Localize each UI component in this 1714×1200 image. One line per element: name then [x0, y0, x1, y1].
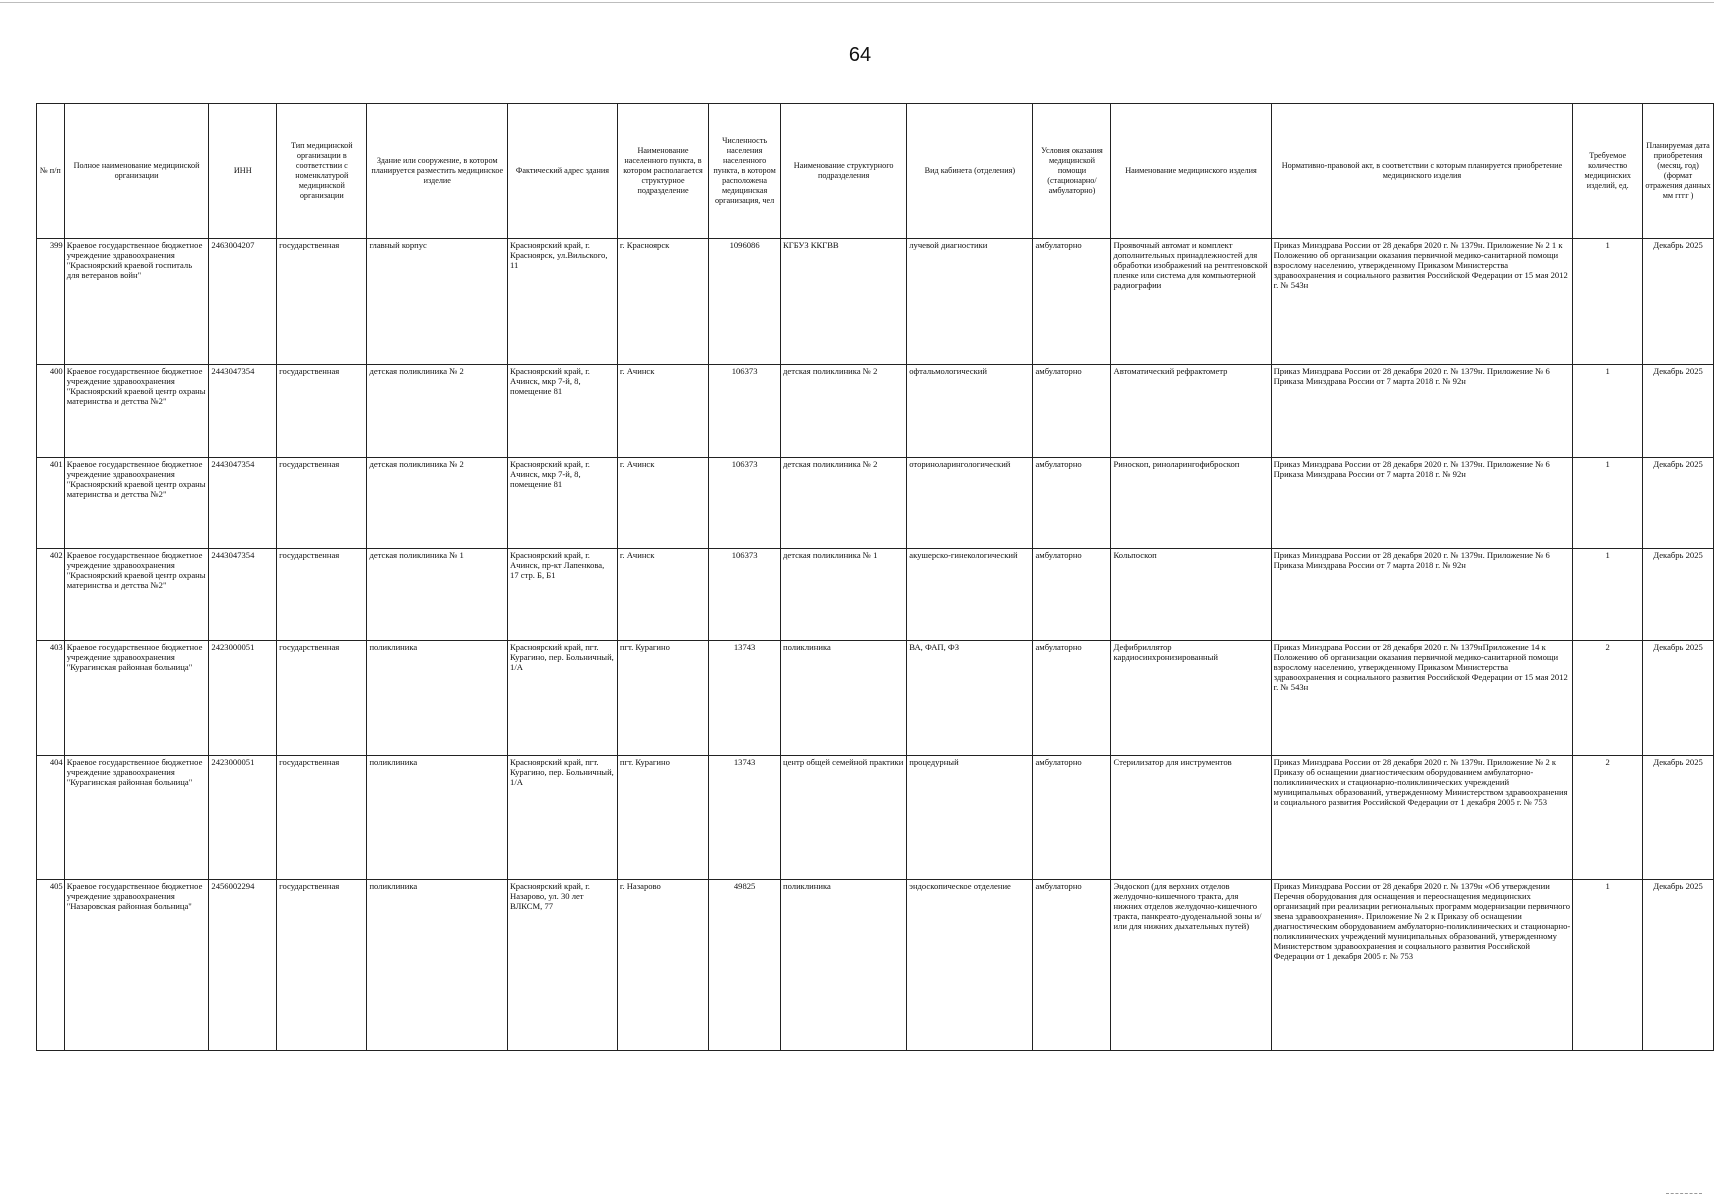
locality-cell: г. Красноярск	[617, 239, 708, 365]
header-cell: Наименование населенного пункта, в котором располагается структурное подразделение	[617, 104, 708, 239]
conditions-cell: амбулаторно	[1033, 641, 1111, 756]
unit-cell: поликлиника	[781, 641, 907, 756]
table-row	[37, 239, 1714, 365]
cabinet-cell: акушерско-гинекологический	[907, 549, 1033, 641]
unit-cell: КГБУЗ ККГВВ	[781, 239, 907, 365]
header-cell: Требуемое количество медицинских изделий, ед.	[1573, 104, 1643, 239]
address-cell: Красноярский край, пгт. Курагино, пер. Больничный, 1/А	[508, 756, 618, 880]
building-cell: детская поликлиника № 2	[367, 458, 508, 549]
quantity-cell: 1	[1573, 458, 1643, 549]
equipment-table	[36, 103, 1714, 1051]
legal-act-cell: Приказ Минздрава России от 28 декабря 2020 г. № 1379нПриложение 14 к Положению об организации оказания первичной медико-санитарной помощи взрослому населению, утвержденному Приказом Министерства здравоохранения и социального развития Российской Федерации от 15 мая 2012 г. № 543н	[1271, 641, 1573, 756]
conditions-cell: амбулаторно	[1033, 549, 1111, 641]
inn-cell: 2443047354	[209, 458, 277, 549]
device-cell: Эндоскоп (для верхних отделов желудочно-кишечного тракта, для нижних отделов желудочно-кишечного тракта, панкреато-дуоденальной зоны и/или для нижних дыхательных путей)	[1111, 880, 1271, 1051]
header-cell: Планируемая дата приобретения (месяц, год) (формат отражения данных мм гггг )	[1643, 104, 1714, 239]
address-cell: Красноярский край, г. Назарово, ул. 30 лет ВЛКСМ, 77	[508, 880, 618, 1051]
org-type-cell: государственная	[277, 365, 367, 458]
building-cell: детская поликлиника № 1	[367, 549, 508, 641]
legal-act-cell: Приказ Минздрава России от 28 декабря 2020 г. № 1379н. Приложение № 6 Приказа Минздрава России от 7 марта 2018 г. № 92н	[1271, 458, 1573, 549]
address-cell: Красноярский край, г. Ачинск, мкр 7-й, 8, помещение 81	[508, 365, 618, 458]
legal-act-cell: Приказ Минздрава России от 28 декабря 2020 г. № 1379н. Приложение № 2 к Приказу об оснащении диагностическим оборудованием амбулаторно-поликлинических и стационарно-поликлинических учреждений муниципальных образований, утвержденному Министерством здравоохранения и социального развития Российской Федерации от 1 декабря 2005 г. № 753	[1271, 756, 1573, 880]
inn-cell: 2443047354	[209, 365, 277, 458]
org-type-cell: государственная	[277, 756, 367, 880]
organization-cell: Краевое государственное бюджетное учреждение здравоохранения "Красноярский краевой госпиталь для ветеранов войн"	[64, 239, 209, 365]
unit-cell: детская поликлиника № 2	[781, 458, 907, 549]
organization-cell: Краевое государственное бюджетное учреждение здравоохранения "Назаровская районная больница"	[64, 880, 209, 1051]
header-cell: Тип медицинской организации в соответствии с номенклатурой медицинской организации	[277, 104, 367, 239]
inn-cell: 2423000051	[209, 756, 277, 880]
row-number-cell: 404	[37, 756, 65, 880]
unit-cell: поликлиника	[781, 880, 907, 1051]
page-number: 64	[848, 44, 872, 66]
building-cell: поликлиника	[367, 880, 508, 1051]
cabinet-cell: ВА, ФАП, ФЗ	[907, 641, 1033, 756]
org-type-cell: государственная	[277, 641, 367, 756]
org-type-cell: государственная	[277, 549, 367, 641]
quantity-cell: 2	[1573, 756, 1643, 880]
table-row	[37, 641, 1714, 756]
quantity-cell: 2	[1573, 641, 1643, 756]
conditions-cell: амбулаторно	[1033, 880, 1111, 1051]
purchase-date-cell: Декабрь 2025	[1643, 239, 1714, 365]
quantity-cell: 1	[1573, 880, 1643, 1051]
inn-cell: 2456002294	[209, 880, 277, 1051]
header-cell: Наименование медицинского изделия	[1111, 104, 1271, 239]
header-cell: Условия оказания медицинской помощи (стационарно/ амбулаторно)	[1033, 104, 1111, 239]
organization-cell: Краевое государственное бюджетное учреждение здравоохранения "Красноярский краевой центр охраны материнства и детства №2"	[64, 549, 209, 641]
population-cell: 106373	[709, 365, 781, 458]
cabinet-cell: лучевой диагностики	[907, 239, 1033, 365]
cabinet-cell: офтальмологический	[907, 365, 1033, 458]
device-cell: Проявочный автомат и комплект дополнительных принадлежностей для обработки изображений на рентгеновской пленке или система для компьютерной радиографии	[1111, 239, 1271, 365]
scan-top-edge	[0, 2, 1714, 3]
legal-act-cell: Приказ Минздрава России от 28 декабря 2020 г. № 1379н. Приложение № 2 1 к Положению об организации оказания первичной медико-санитарной помощи взрослому населению, утвержденному Приказом Министерства здравоохранения и социального развития Российской Федерации от 15 мая 2012 г. № 543н	[1271, 239, 1573, 365]
conditions-cell: амбулаторно	[1033, 458, 1111, 549]
table-row	[37, 549, 1714, 641]
header-cell: Нормативно-правовой акт, в соответствии с которым планируется приобретение медицинского изделия	[1271, 104, 1573, 239]
header-cell: Наименование структурного подразделения	[781, 104, 907, 239]
organization-cell: Краевое государственное бюджетное учреждение здравоохранения "Курагинская районная больница"	[64, 756, 209, 880]
locality-cell: г. Ачинск	[617, 458, 708, 549]
locality-cell: г. Назарово	[617, 880, 708, 1051]
building-cell: поликлиника	[367, 756, 508, 880]
row-number-cell: 403	[37, 641, 65, 756]
header-cell: Фактический адрес здания	[508, 104, 618, 239]
purchase-date-cell: Декабрь 2025	[1643, 549, 1714, 641]
header-cell: Здание или сооружение, в котором планируется разместить медицинское изделие	[367, 104, 508, 239]
quantity-cell: 1	[1573, 365, 1643, 458]
table-row	[37, 458, 1714, 549]
purchase-date-cell: Декабрь 2025	[1643, 756, 1714, 880]
address-cell: Красноярский край, г. Ачинск, мкр 7-й, 8, помещение 81	[508, 458, 618, 549]
address-cell: Красноярский край, пгт. Курагино, пер. Больничный, 1/А	[508, 641, 618, 756]
address-cell: Красноярский край, г. Красноярск, ул.Вильского, 11	[508, 239, 618, 365]
building-cell: главный корпус	[367, 239, 508, 365]
org-type-cell: государственная	[277, 880, 367, 1051]
inn-cell: 2463004207	[209, 239, 277, 365]
legal-act-cell: Приказ Минздрава России от 28 декабря 2020 г. № 1379н «Об утверждении Перечня оборудования для оснащения и переоснащения медицинских организаций при реализации региональных программ модернизации первичного звена здравоохранения». Приложение № 2 к Приказу об оснащении диагностическим оборудованием амбулаторно-поликлинических и стационарно-поликлинических учреждений муниципальных образований, утвержденному Министерством здравоохранения и социального развития Российской Федерации от 1 декабря 2005 г. № 753	[1271, 880, 1573, 1051]
row-number-cell: 400	[37, 365, 65, 458]
device-cell: Кольпоскоп	[1111, 549, 1271, 641]
header-cell: Численность населения населенного пункта, в котором расположена медицинская организация, чел	[709, 104, 781, 239]
header-cell: ИНН	[209, 104, 277, 239]
organization-cell: Краевое государственное бюджетное учреждение здравоохранения "Красноярский краевой центр охраны материнства и детства №2"	[64, 458, 209, 549]
population-cell: 106373	[709, 458, 781, 549]
legal-act-cell: Приказ Минздрава России от 28 декабря 2020 г. № 1379н. Приложение № 6 Приказа Минздрава России от 7 марта 2018 г. № 92н	[1271, 549, 1573, 641]
header-row	[37, 104, 1714, 239]
unit-cell: детская поликлиника № 1	[781, 549, 907, 641]
locality-cell: г. Ачинск	[617, 365, 708, 458]
locality-cell: г. Ачинск	[617, 549, 708, 641]
population-cell: 13743	[709, 641, 781, 756]
purchase-date-cell: Декабрь 2025	[1643, 365, 1714, 458]
cabinet-cell: оториноларингологический	[907, 458, 1033, 549]
cabinet-cell: процедурный	[907, 756, 1033, 880]
legal-act-cell: Приказ Минздрава России от 28 декабря 2020 г. № 1379н. Приложение № 6 Приказа Минздрава России от 7 марта 2018 г. № 92н	[1271, 365, 1573, 458]
row-number-cell: 399	[37, 239, 65, 365]
inn-cell: 2443047354	[209, 549, 277, 641]
building-cell: детская поликлиника № 2	[367, 365, 508, 458]
organization-cell: Краевое государственное бюджетное учреждение здравоохранения "Красноярский краевой центр охраны материнства и детства №2"	[64, 365, 209, 458]
row-number-cell: 401	[37, 458, 65, 549]
building-cell: поликлиника	[367, 641, 508, 756]
population-cell: 13743	[709, 756, 781, 880]
conditions-cell: амбулаторно	[1033, 756, 1111, 880]
population-cell: 106373	[709, 549, 781, 641]
device-cell: Автоматический рефрактометр	[1111, 365, 1271, 458]
org-type-cell: государственная	[277, 239, 367, 365]
purchase-date-cell: Декабрь 2025	[1643, 458, 1714, 549]
header-cell: № п/п	[37, 104, 65, 239]
row-number-cell: 402	[37, 549, 65, 641]
org-type-cell: государственная	[277, 458, 367, 549]
header-cell: Вид кабинета (отделения)	[907, 104, 1033, 239]
locality-cell: пгт. Курагино	[617, 756, 708, 880]
quantity-cell: 1	[1573, 549, 1643, 641]
device-cell: Стерилизатор для инструментов	[1111, 756, 1271, 880]
table-row	[37, 365, 1714, 458]
population-cell: 1096086	[709, 239, 781, 365]
quantity-cell: 1	[1573, 239, 1643, 365]
unit-cell: центр общей семейной практики	[781, 756, 907, 880]
row-number-cell: 405	[37, 880, 65, 1051]
scan-corner-mark	[1666, 1193, 1702, 1194]
device-cell: Дефибриллятор кардиосинхронизированный	[1111, 641, 1271, 756]
locality-cell: пгт. Курагино	[617, 641, 708, 756]
address-cell: Красноярский край, г. Ачинск, пр-кт Лапенкова, 17 стр. Б, Б1	[508, 549, 618, 641]
purchase-date-cell: Декабрь 2025	[1643, 880, 1714, 1051]
table-row	[37, 756, 1714, 880]
cabinet-cell: эндоскопическое отделение	[907, 880, 1033, 1051]
purchase-date-cell: Декабрь 2025	[1643, 641, 1714, 756]
inn-cell: 2423000051	[209, 641, 277, 756]
conditions-cell: амбулаторно	[1033, 239, 1111, 365]
organization-cell: Краевое государственное бюджетное учреждение здравоохранения "Курагинская районная больница"	[64, 641, 209, 756]
device-cell: Риноскоп, риноларингофиброскоп	[1111, 458, 1271, 549]
table-row	[37, 880, 1714, 1051]
population-cell: 49825	[709, 880, 781, 1051]
unit-cell: детская поликлиника № 2	[781, 365, 907, 458]
conditions-cell: амбулаторно	[1033, 365, 1111, 458]
header-cell: Полное наименование медицинской организации	[64, 104, 209, 239]
